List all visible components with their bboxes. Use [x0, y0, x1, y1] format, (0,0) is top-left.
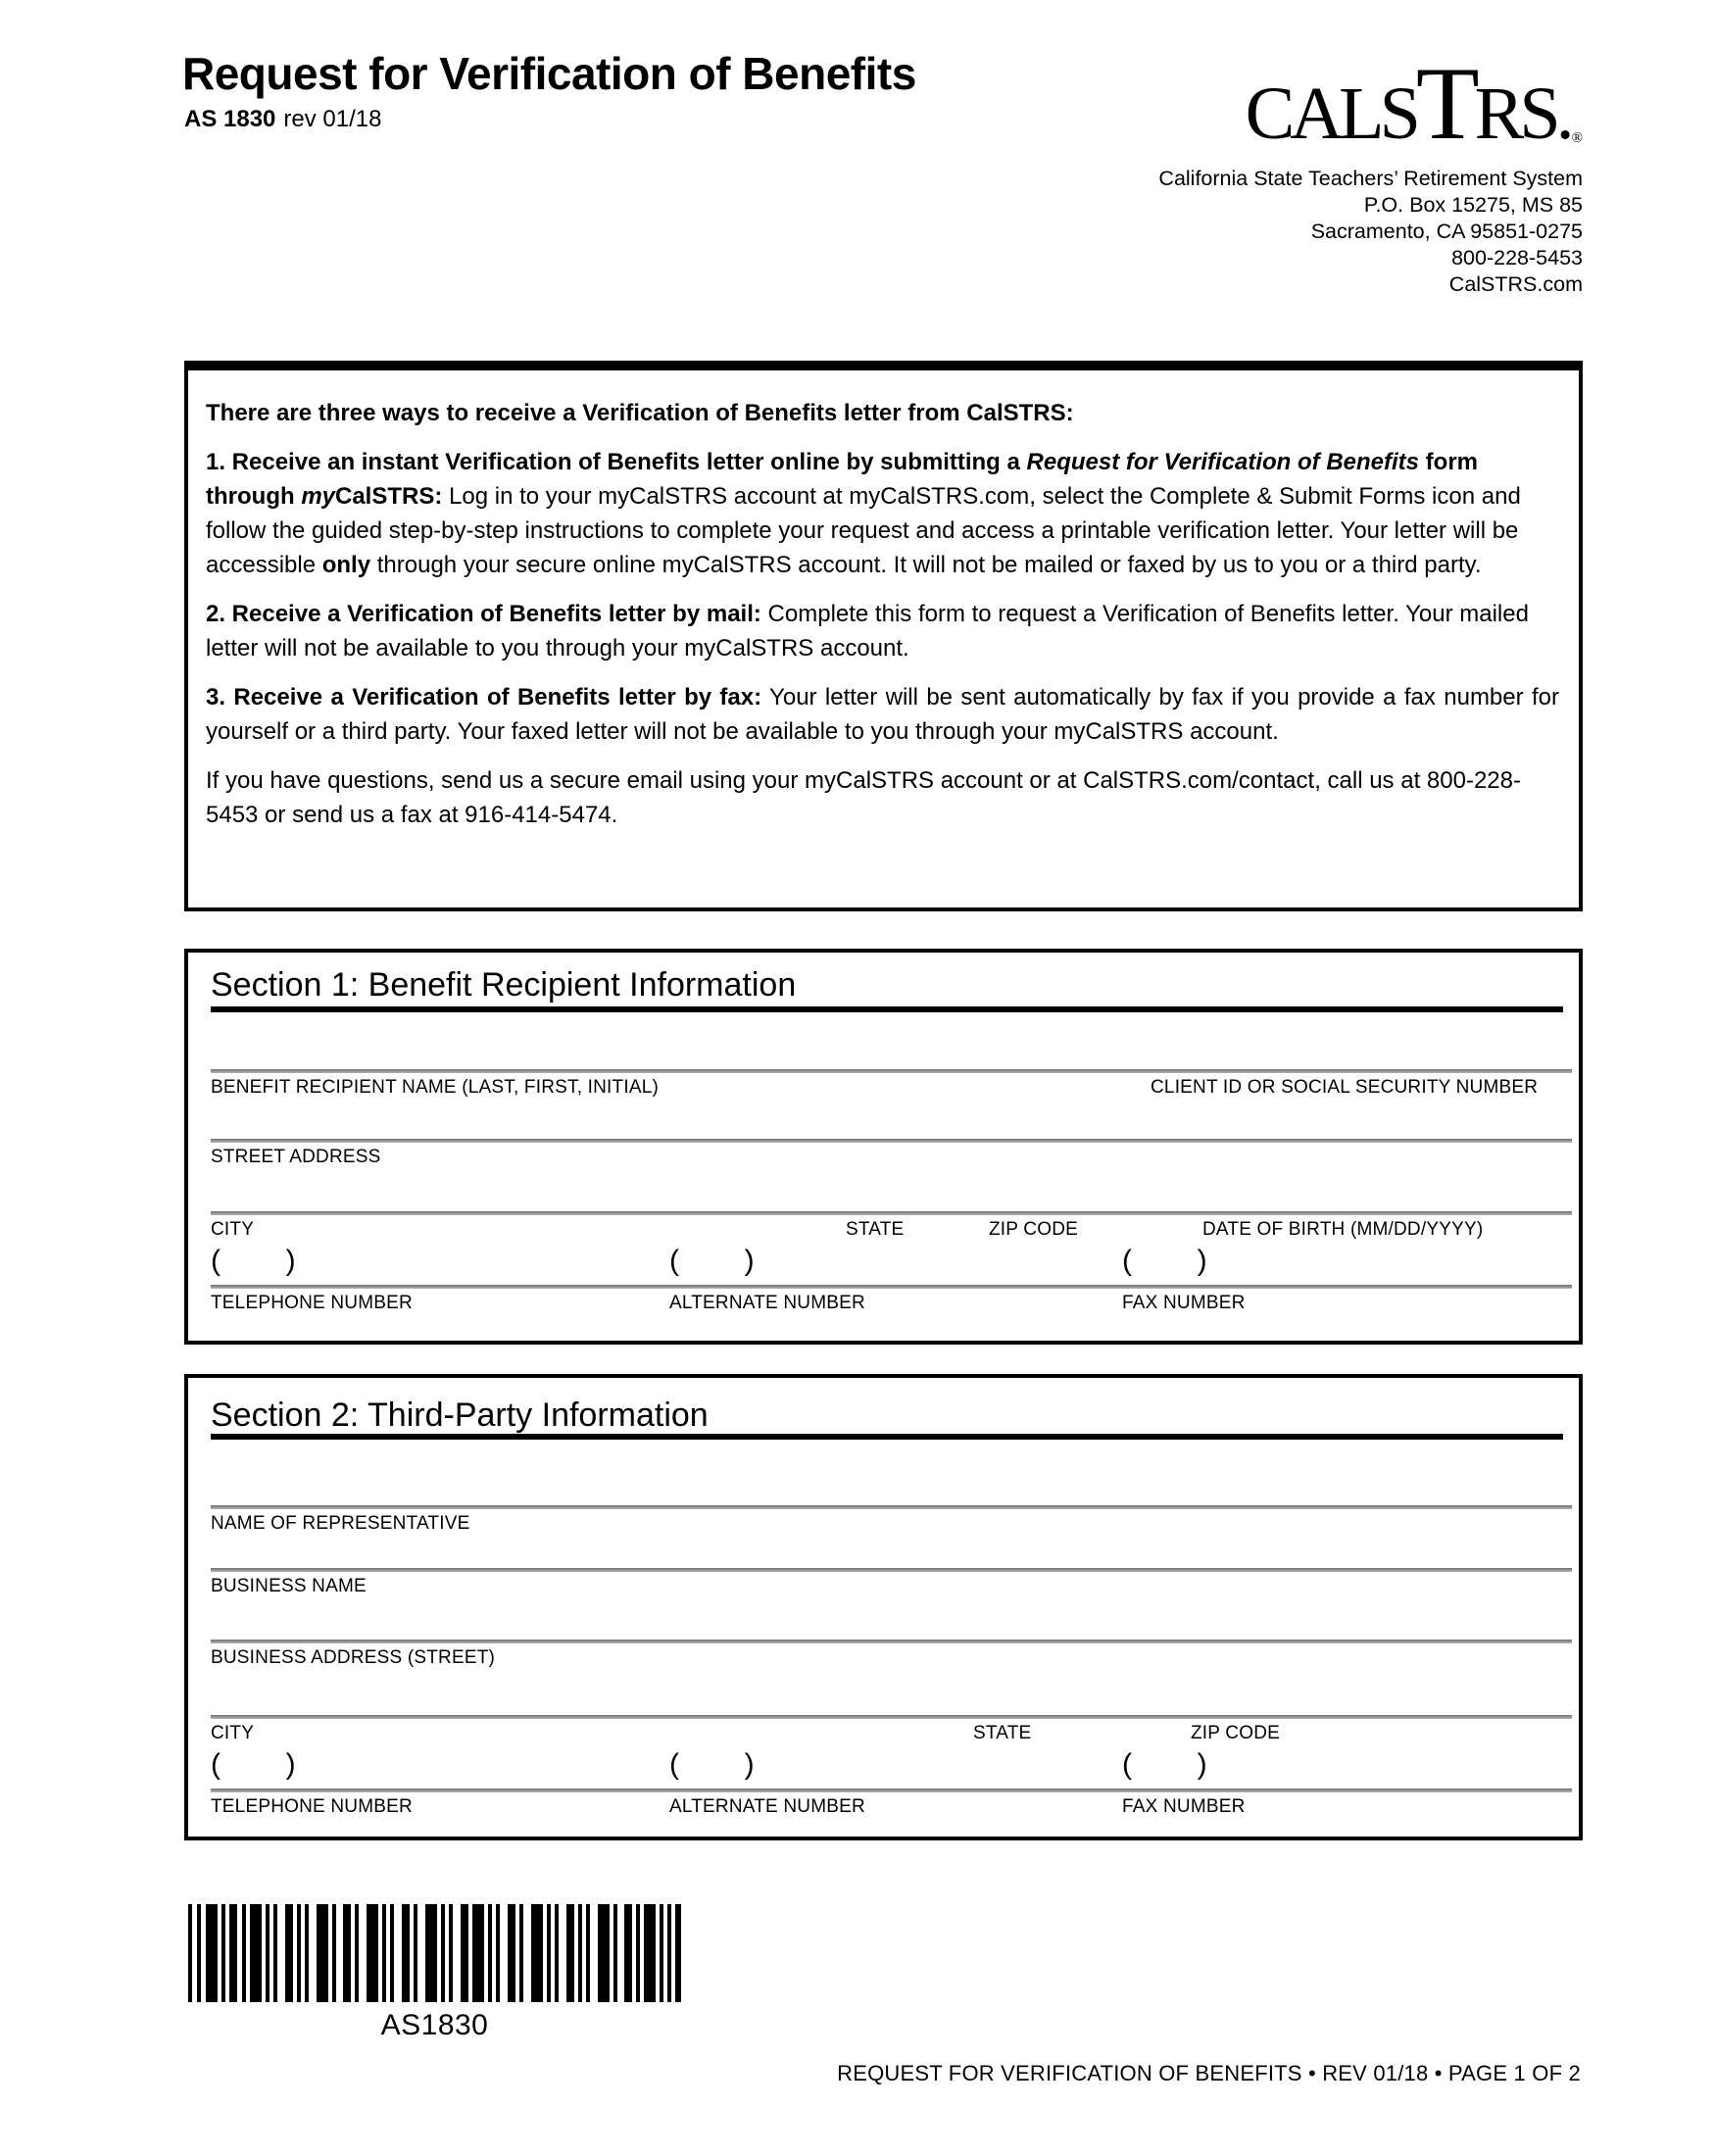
- form-revision: rev 01/18: [283, 106, 382, 132]
- field-label-state: STATE: [846, 1219, 905, 1240]
- form-barcode-block: [188, 1904, 681, 2042]
- section-2-third-party: [184, 1374, 1583, 1840]
- barcode: [188, 1904, 681, 2002]
- section-1-title-rule: [211, 1006, 1563, 1012]
- agency-address: [1158, 166, 1583, 298]
- address-line: California State Teachers’ Retirement System: [1158, 166, 1583, 190]
- field-label-telephone: TELEPHONE NUMBER: [211, 1796, 413, 1817]
- city-state-zip-dob-input[interactable]: [211, 1211, 1572, 1215]
- logo-text-t: T: [1415, 46, 1475, 161]
- field-label-city: CITY: [211, 1219, 255, 1240]
- telephone-area-code-parens[interactable]: ( ): [211, 1245, 296, 1277]
- field-label-fax: FAX NUMBER: [1122, 1293, 1246, 1313]
- alternate-area-code-parens[interactable]: ( ): [669, 1748, 755, 1781]
- instructions-box: [184, 361, 1583, 911]
- form-number: AS 1830: [184, 106, 276, 132]
- address-line: P.O. Box 15275, MS 85: [1363, 192, 1583, 217]
- page-footer: REQUEST FOR VERIFICATION OF BENEFITS • REV 01/18 • PAGE 1 OF 2: [837, 2061, 1581, 2085]
- field-label-fax: FAX NUMBER: [1122, 1796, 1246, 1817]
- field-label-representative: NAME OF REPRESENTATIVE: [211, 1513, 470, 1534]
- field-label-zip: ZIP CODE: [989, 1219, 1078, 1240]
- benefit-recipient-name-input[interactable]: [211, 1069, 1572, 1073]
- section-1-title: Section 1: Benefit Recipient Information: [211, 966, 797, 1004]
- calstrs-logo-block: [1158, 46, 1583, 298]
- page-title: Request for Verification of Benefits: [182, 48, 916, 99]
- field-label-alternate: ALTERNATE NUMBER: [669, 1293, 865, 1313]
- field-label-business-address: BUSINESS ADDRESS (STREET): [211, 1647, 496, 1668]
- logo-text-right: RS.: [1474, 73, 1570, 155]
- instruction-mail: 2. Receive a Verification of Benefits letter by mail: Complete this form to request a Verification of Benefits letter. Your mailed letter will not be available to you through your myCalSTRS account.: [206, 601, 1529, 662]
- field-label-dob: DATE OF BIRTH (MM/DD/YYYY): [1202, 1219, 1484, 1240]
- phone-numbers-input[interactable]: [211, 1285, 1572, 1289]
- field-label-alternate: ALTERNATE NUMBER: [669, 1796, 865, 1817]
- instructions-heading: There are three ways to receive a Verification of Benefits letter from CalSTRS:: [206, 400, 1074, 426]
- field-label-business-name: BUSINESS NAME: [211, 1576, 367, 1596]
- representative-name-input[interactable]: [211, 1505, 1572, 1509]
- fax-area-code-parens[interactable]: ( ): [1122, 1748, 1207, 1781]
- calstrs-logo: [1158, 46, 1583, 161]
- field-label-zip: ZIP CODE: [1191, 1723, 1280, 1743]
- section-2-title-rule: [211, 1434, 1563, 1440]
- section-2-title: Section 2: Third-Party Information: [211, 1396, 709, 1434]
- instruction-online: 1. Receive an instant Verification of Benefits letter online by submitting a Request for Verification of Benefits form through myCalSTRS: Log in to your myCalSTRS account at myCalSTRS.com, select the Complete & Submit Forms icon and follow the guided step-by-step instructions to complete your request and access a printable verification letter. Your letter will be accessible only through your secure online myCalSTRS account. It will not be mailed or faxed by us to you or a third party.: [206, 449, 1521, 578]
- alternate-area-code-parens[interactable]: ( ): [669, 1245, 755, 1277]
- logo-text-left: CALS: [1245, 73, 1416, 155]
- business-address-input[interactable]: [211, 1640, 1572, 1643]
- field-label-recipient-name: BENEFIT RECIPIENT NAME (LAST, FIRST, INITIAL): [211, 1077, 659, 1098]
- form-number-line: [184, 106, 381, 134]
- street-address-input[interactable]: [211, 1139, 1572, 1143]
- section-1-benefit-recipient: [184, 949, 1583, 1345]
- fax-area-code-parens[interactable]: ( ): [1122, 1245, 1207, 1277]
- field-label-street-address: STREET ADDRESS: [211, 1147, 381, 1167]
- barcode-label: AS1830: [380, 2009, 489, 2041]
- address-line: 800-228-5453: [1451, 245, 1583, 270]
- field-label-telephone: TELEPHONE NUMBER: [211, 1293, 413, 1313]
- telephone-area-code-parens[interactable]: ( ): [211, 1748, 296, 1781]
- phone-numbers-input[interactable]: [211, 1788, 1572, 1792]
- address-line: CalSTRS.com: [1448, 271, 1583, 296]
- field-label-client-id: CLIENT ID OR SOCIAL SECURITY NUMBER: [1151, 1077, 1539, 1098]
- field-label-state: STATE: [973, 1723, 1032, 1743]
- instruction-fax: 3. Receive a Verification of Benefits letter by fax: Your letter will be sent automatically by fax if you provide a fax number for yourself or a third party. Your faxed letter will not be available to you through your myCalSTRS account.: [206, 684, 1559, 745]
- instruction-questions: If you have questions, send us a secure email using your myCalSTRS account or at CalSTRS.com/contact, call us at 800-228-5453 or send us a fax at 916-414-5474.: [206, 767, 1521, 828]
- business-name-input[interactable]: [211, 1568, 1572, 1572]
- field-label-city: CITY: [211, 1723, 255, 1743]
- city-state-zip-input[interactable]: [211, 1715, 1572, 1719]
- logo-registered-mark: ®: [1571, 130, 1583, 146]
- address-line: Sacramento, CA 95851-0275: [1310, 219, 1583, 243]
